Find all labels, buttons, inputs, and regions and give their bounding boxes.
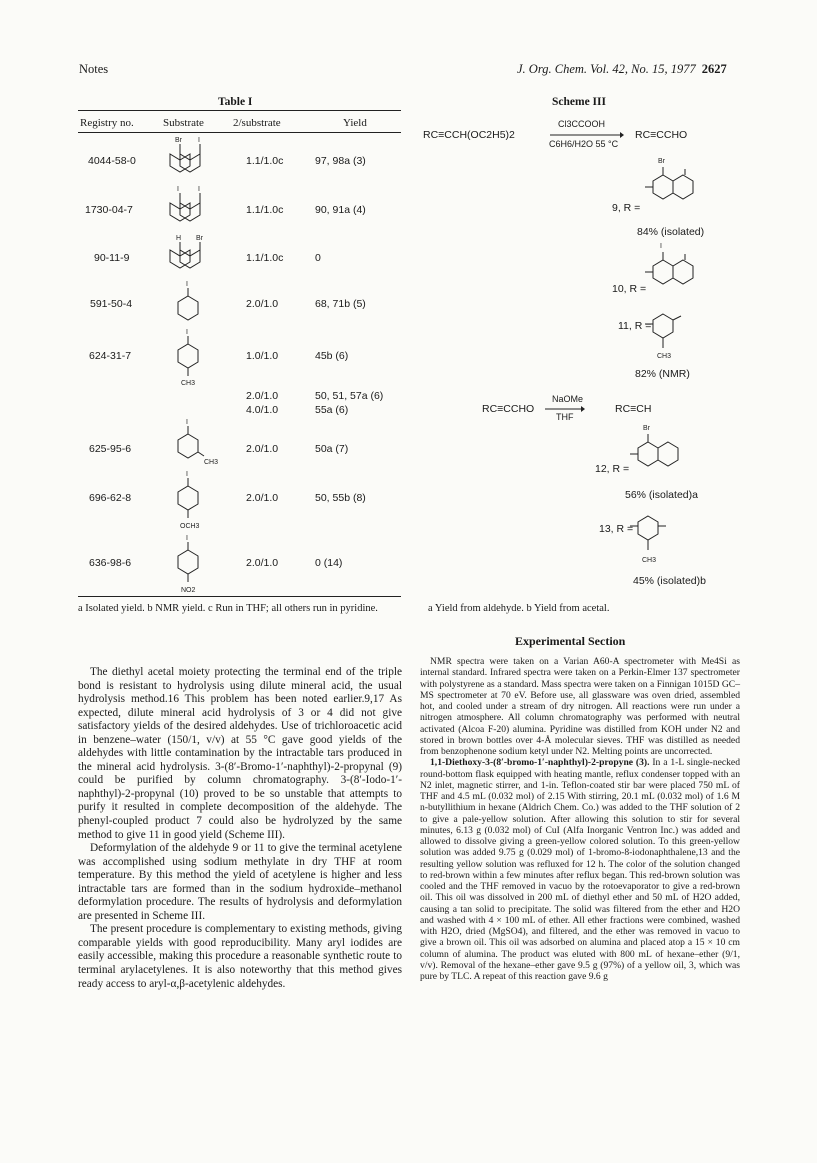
table-bottom-rule: [78, 596, 401, 597]
table-title: Table I: [218, 96, 253, 108]
registry-number: 696-62-8: [89, 492, 132, 504]
naphthalene-structure: [655, 155, 705, 220]
atom-label: Br: [196, 235, 203, 242]
col-header-registry: Registry no.: [80, 117, 134, 129]
compound-12-label: 12, R =: [595, 463, 630, 475]
atom-label: I: [660, 243, 662, 250]
naphthalene-structure: [655, 240, 705, 305]
atom-label: I: [177, 186, 179, 193]
ratio-value: 1.1/1.0c: [246, 204, 284, 216]
compound-9-label: 9, R =: [612, 202, 641, 214]
experimental-text: [420, 656, 740, 982]
benzene-structure: [640, 510, 690, 570]
atom-label: CH3: [657, 353, 672, 360]
benzene-structure: [176, 419, 219, 470]
col-header-ratio: 2/substrate: [233, 117, 281, 129]
registry-number: 4044-58-0: [88, 155, 136, 167]
journal-name: J. Org. Chem. Vol. 42, No. 15, 1977: [517, 62, 696, 76]
atom-label: CH3: [181, 380, 196, 387]
compound-11-yield: 82% (NMR): [635, 368, 690, 380]
yield-value: 50, 55b (8): [315, 492, 366, 504]
yield-value: 55a (6): [315, 404, 349, 416]
atom-label: OCH3: [180, 523, 200, 530]
atom-label: H: [176, 235, 182, 242]
ratio-value: 2.0/1.0: [246, 298, 279, 310]
procedure-title: 1,1-Diethoxy-3-(8′-bromo-1′-naphthyl)-2-propyne (3).: [430, 757, 650, 769]
naphthalene-structure: [170, 138, 212, 180]
ratio-value: 2.0/1.0: [246, 390, 279, 402]
ratio-value: 2.0/1.0: [246, 443, 279, 455]
table-header-rule: [78, 132, 401, 133]
atom-label: NO2: [181, 587, 196, 594]
scheme-footnote: a Yield from aldehyde. b Yield from acetal.: [428, 603, 610, 614]
atom-label: Br: [658, 158, 665, 165]
section-label: Notes: [79, 62, 109, 76]
procedure-text: In a 1-L single-necked round-bottom flask equipped with heating mantle, reflux condenser topped with an N2 inlet, magnetic stirrer, and 1-in. Teflon-coated stir bar were placed 750 mL of THF and 4.5 mL (0.032 mol) of 2.15 With stirring, 20.1 mL (0.032 mol) of 1.6 M n-butyllithium in hexane (Aldrich Chem. Co.) was added to the THF solution of 2 to give a pale-yellow solution. After allowing this solution to stir for several minutes, 6.13 g (0.032 mol) of CuI (Alfa Inorganic Ventron Inc.) was added and allowed to dissolve giving a green-yellow colored solution. To this green-yellow solution was added 9.75 g (0.029 mol) of 1-bromo-8-iodonaphthalene,13 and the resulting yellow solution was refluxed for 12 h. The color of the solution changed to red-brown within a few minutes after reflux began. This red-brown solution was cooled and the THF removed in vacuo by the rotoevaporator to give a red-brown oil. This oil was dissolved in 200 mL of diethyl ether and 50 mL of H2O added, causing a tan solid to precipitate. The solid was filtered from the ether and H2O and washed with 4 × 100 mL of ether. All ether fractions were combined, washed with H2O, dried (MgSO4), and filtered, and the ether was removed in vacuo to give a brown oil. This oil was adsorbed on alumina and placed atop a 15 × 10 cm column of alumina. The product was eluted with 800 mL of hexane–ether (9/1, v/v). Removal of the hexane–ether gave 9.5 g (97%) of a yellow oil, 3, which was pure by TLC. A repeat of this reaction gave 9.6 g: [420, 757, 740, 982]
benzene-structure: [176, 536, 206, 598]
reaction2-reagent-top: NaOMe: [552, 394, 584, 404]
registry-number: 625-95-6: [89, 443, 132, 455]
atom-label: CH3: [642, 557, 657, 564]
yield-value: 50, 51, 57a (6): [315, 390, 384, 402]
compound-12-yield: 56% (isolated)a: [625, 489, 698, 501]
benzene-structure: [176, 330, 206, 390]
paragraph: [420, 757, 740, 982]
compound-11-label: 11, R =: [618, 320, 652, 332]
yield-value: 68, 71b (5): [315, 298, 366, 310]
yield-value: 45b (6): [315, 350, 349, 362]
atom-label: I: [186, 471, 188, 478]
yield-value: 97, 98a (3): [315, 155, 366, 167]
ratio-value: 2.0/1.0: [246, 557, 279, 569]
scheme-title: Scheme III: [552, 96, 606, 108]
registry-number: 1730-04-7: [85, 204, 133, 216]
ratio-value: 1.1/1.0c: [246, 252, 284, 264]
naphthalene-structure: [170, 234, 212, 276]
benzene-structure: [176, 472, 206, 534]
reaction1-reagent-top: Cl3CCOOH: [558, 119, 606, 129]
reaction-arrow: [550, 131, 624, 139]
reaction1-reactant: RC≡CCH(OC2H5)2: [423, 129, 515, 141]
ratio-value: 4.0/1.0: [246, 404, 279, 416]
yield-value: 90, 91a (4): [315, 204, 366, 216]
experimental-heading: Experimental Section: [515, 634, 626, 648]
registry-number: 636-98-6: [89, 557, 132, 569]
reaction2-product: RC≡CH: [615, 403, 652, 415]
compound-9-yield: 84% (isolated): [637, 226, 705, 238]
table-footnote: a Isolated yield. b NMR yield. c Run in THF; all others run in pyridine.: [78, 603, 378, 614]
registry-number: 591-50-4: [90, 298, 133, 310]
paragraph: NMR spectra were taken on a Varian A60-A spectrometer with Me4Si as internal standard. Infrared spectra were taken on a Perkin-Elmer 137 spectrometer with polystyrene as a standard. Mass spectra were taken on a Finnigan 1015D GC–MS spectrometer at 70 eV. Before use, all glassware was oven dried, assembled hot, and cooled under a stream of dry nitrogen. All reactions were run under a nitrogen atmosphere. All column chromatography was performed with neutral activated (Alcoa F-20) alumina. Pyridine was distilled from KOH under N2 and stored in brown bottles over 4-Å molecular sieves. THF was distilled as needed from benzophenone sodium ketyl under N2. Melting points are uncorrected.: [420, 656, 740, 757]
page-number: 2627: [701, 62, 727, 76]
benzene-structure: [176, 282, 200, 322]
naphthalene-structure: [170, 187, 212, 229]
atom-label: Br: [175, 137, 182, 144]
col-header-substrate: Substrate: [163, 117, 204, 129]
registry-number: 624-31-7: [89, 350, 132, 362]
atom-label: I: [198, 186, 200, 193]
compound-13-label: 13, R =: [599, 523, 634, 535]
naphthalene-structure: [640, 422, 690, 487]
atom-label: I: [186, 419, 188, 426]
reaction1-reagent-bottom: C6H6/H2O 55 °C: [549, 139, 619, 149]
compound-13-yield: 45% (isolated)b: [633, 575, 706, 587]
atom-label: CH3: [204, 459, 219, 466]
reaction2-reactant: RC≡CCHO: [482, 403, 535, 415]
ratio-value: 2.0/1.0: [246, 492, 279, 504]
yield-value: 0: [315, 252, 321, 264]
benzene-structure: [655, 308, 705, 368]
atom-label: I: [198, 137, 200, 144]
yield-value: 50a (7): [315, 443, 349, 455]
paragraph: The present procedure is complementary to existing methods, giving comparable yields with good reproducibility. Many aryl iodides are easily accessible, making this procedure a reasonable synthetic route to terminal arylacetylenes. It is also noteworthy that this method gives ready access to aryl-α,β-acetylenic aldehydes.: [78, 923, 402, 990]
ratio-value: 1.0/1.0: [246, 350, 279, 362]
compound-10-label: 10, R =: [612, 283, 647, 295]
ratio-value: 1.1/1.0c: [246, 155, 284, 167]
paragraph: The diethyl acetal moiety protecting the terminal end of the triple bond is resistant to hydrolysis using dilute mineral acid, the usual hydrolysis method.16 This problem has been noted earlier.9,17 As expected, dilute mineral acid hydrolysis of 3 or 4 did not give satisfactory yields of the desired aldehydes. Use of trichloroacetic acid in benzene–water (150/1, v/v) at 55 °C gave good yields of the aldehydes with little contamination by the intractable tars produced in the mineral acid hydrolysis. 3-(8′-Bromo-1′-naphthyl)-2-propynal (9) could be purified by column chromatography. 3-(8′-Iodo-1′-naphthyl)-2-propynal (10) proved to be so unstable that attempts to purify it resulted in complete decomposition of the aldehyde. The phenyl-coupled product 7 could also be hydrolyzed by the same method to give 11 in good yield (Scheme III).: [78, 666, 402, 841]
reaction1-product: RC≡CCHO: [635, 129, 688, 141]
table-top-rule: [78, 110, 401, 111]
atom-label: Br: [643, 425, 650, 432]
body-text-left: [78, 666, 402, 991]
registry-number: 90-11-9: [94, 252, 130, 264]
col-header-yield: Yield: [343, 117, 367, 129]
atom-label: I: [186, 535, 188, 542]
reaction2-reagent-bottom: THF: [556, 412, 574, 422]
atom-label: I: [186, 329, 188, 336]
paragraph: Deformylation of the aldehyde 9 or 11 to give the terminal acetylene was accomplished using sodium methylate in dry THF at room temperature. By this method the yield of acetylene is higher and less intractable tars are formed than in the sodium hydroxide–methanol deformylation procedure. The results of hydrolysis and deformylation are presented in Scheme III.: [78, 842, 402, 922]
atom-label: I: [186, 281, 188, 288]
journal-citation: [517, 62, 727, 77]
yield-value: 0 (14): [315, 557, 343, 569]
